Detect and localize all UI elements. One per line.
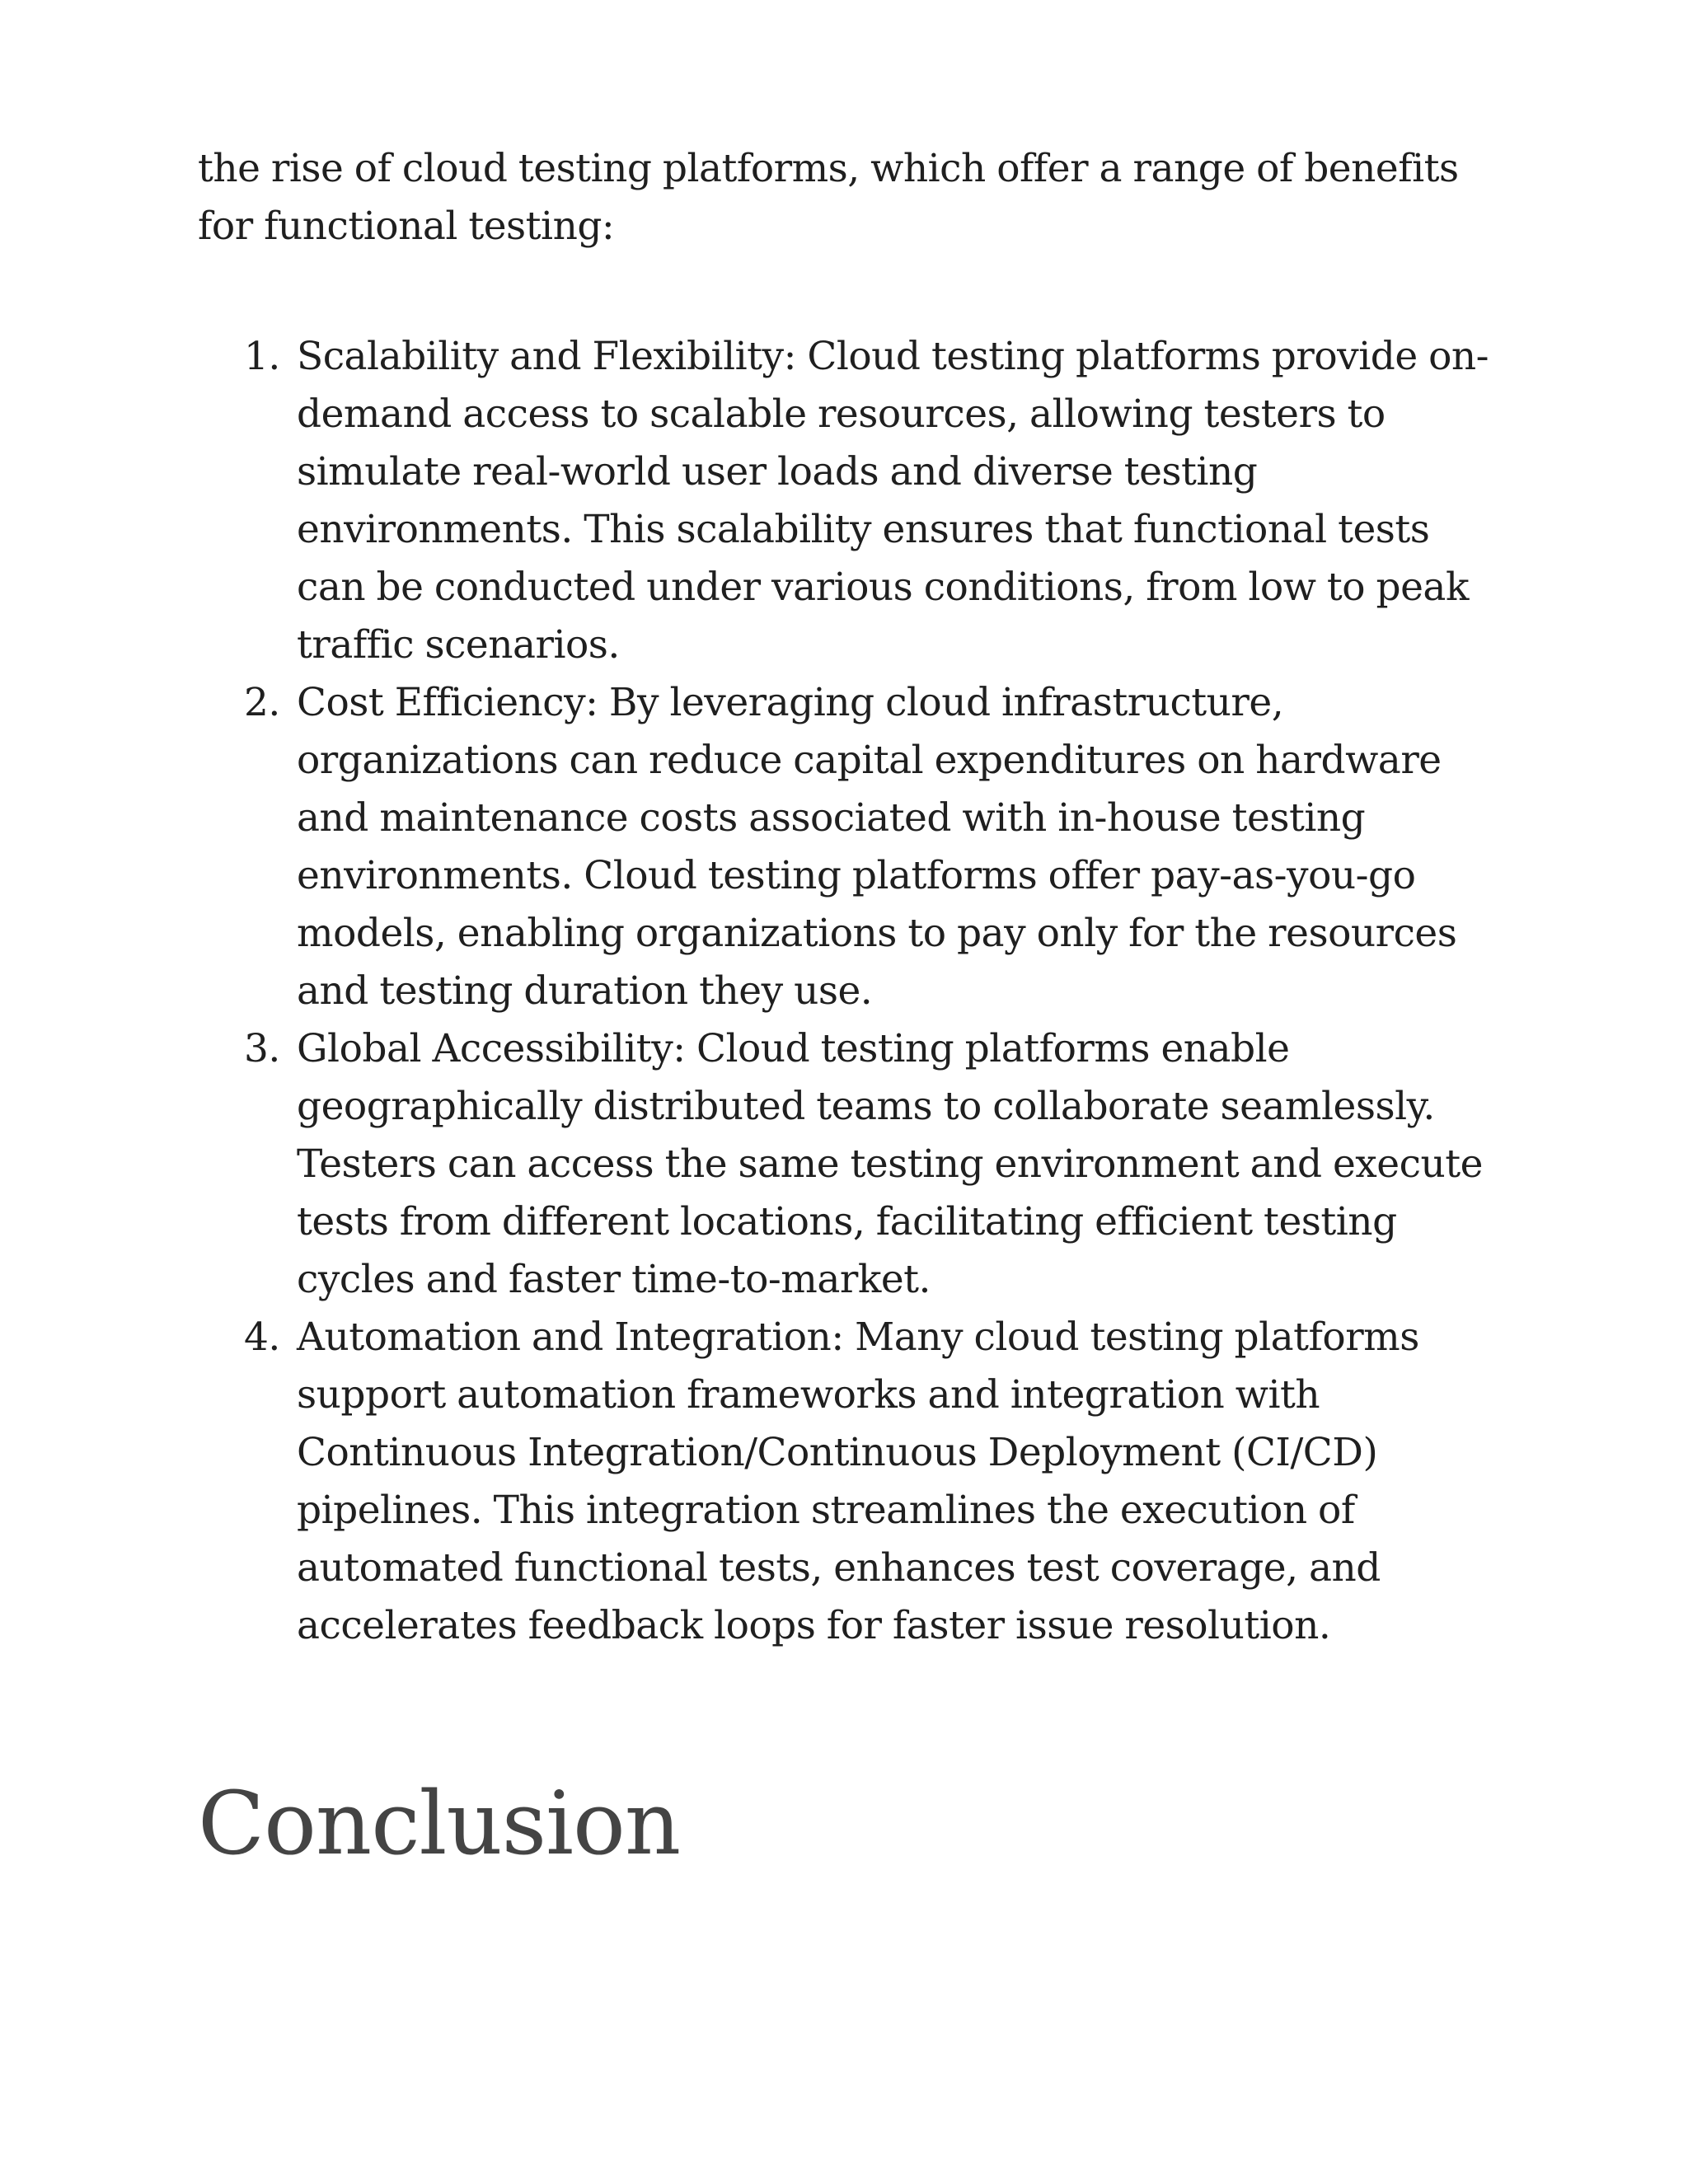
intro-paragraph: the rise of cloud testing platforms, which offer a range of benefits for functional testing:: [198, 146, 1459, 249]
list-item: [198, 1309, 1500, 1655]
document-page: [198, 140, 1500, 1877]
list-item-number: 4.: [244, 1315, 280, 1360]
list-item-text: Cost Efficiency: By leveraging cloud infrastructure, organizations can reduce capital expenditures on hardware and maintenance costs associated with in-house testing environments. Cloud testing platforms offer pay-as-you-go models, enabling organizations to pay only for the resources and testing duration they use.: [297, 680, 1457, 1014]
list-item-number: 3.: [244, 1026, 280, 1071]
list-item-text: Automation and Integration: Many cloud testing platforms support automation frameworks and integration with Continuous Integration/Continuous Deployment (CI/CD) pipelines. This integration streamlines the execution of automated functional tests, enhances test coverage, and accelerates feedback loops for faster issue resolution.: [297, 1315, 1419, 1648]
list-item: [198, 674, 1500, 1020]
list-item-text: Scalability and Flexibility: Cloud testing platforms provide on-demand access to scalable resources, allowing testers to simulate real-world user loads and diverse testing environments. This scalability ensures that functional tests can be conducted under various conditions, from low to peak traffic scenarios.: [297, 334, 1489, 668]
list-item: [198, 328, 1500, 674]
section-heading: Conclusion: [198, 1773, 681, 1874]
benefits-list: [198, 328, 1500, 1655]
list-item: [198, 1020, 1500, 1309]
list-item-text: Global Accessibility: Cloud testing platforms enable geographically distributed teams to collaborate seamlessly. Testers can access the same testing environment and execute tests from different locations, facilitating efficient testing cycles and faster time-to-market.: [297, 1026, 1483, 1302]
list-item-number: 1.: [244, 334, 280, 379]
list-item-number: 2.: [244, 680, 280, 725]
